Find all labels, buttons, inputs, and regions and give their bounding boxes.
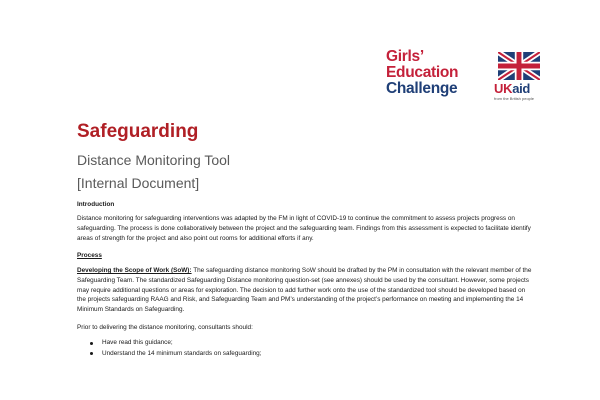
gec-logo-line-1: Girls’ <box>386 48 424 65</box>
gec-logo-line-2: Education <box>386 64 459 81</box>
document-type-label: [Internal Document] <box>77 175 200 191</box>
list-item <box>90 338 530 349</box>
ukaid-logo <box>494 52 556 101</box>
gec-logo-line-3: Challenge <box>386 80 458 97</box>
list-item <box>90 349 530 360</box>
process-heading: Process <box>77 252 102 259</box>
list-item-text: Have read this guidance; <box>102 339 173 346</box>
ukaid-aid-text: aid <box>512 81 531 96</box>
prerequisite-list <box>90 338 530 359</box>
girls-education-challenge-logo <box>386 49 472 97</box>
scope-of-work-text: The safeguarding distance monitoring SoW should be drafted by the PM in consultation with the relevant member of the Safeguarding Team. The standardized Safeguarding Distance monitoring question-set (see annexes) should be used by the consultant. However, some projects may require additional questions or areas for exploration. The decision to add further work onto the use of the standardized tool should be developed based on the projects safeguarding RAAG and Risk, and Safeguarding Team and PM’s understanding of the project’s performance on meeting and implementing the 14 Minimum Standards on Safeguarding. <box>77 267 532 314</box>
union-jack-icon <box>498 52 540 80</box>
document-title: Safeguarding <box>77 121 199 142</box>
list-item-text: Understand the 14 minimum standards on safeguarding; <box>102 349 262 357</box>
introduction-heading: Introduction <box>77 201 115 208</box>
ukaid-tagline: from the British people <box>494 96 535 101</box>
ukaid-wordmark <box>494 82 556 95</box>
scope-of-work-paragraph <box>77 266 535 315</box>
prior-to-delivery-paragraph: Prior to delivering the distance monitoring, consultants should: <box>77 324 253 331</box>
bullet-icon <box>90 352 93 355</box>
document-subtitle: Distance Monitoring Tool <box>77 152 231 168</box>
ukaid-uk-text: UK <box>494 81 513 96</box>
bullet-icon <box>90 342 93 345</box>
scope-of-work-lead: Developing the Scope of Work (SoW): <box>77 267 192 274</box>
introduction-paragraph: Distance monitoring for safeguarding interventions was adapted by the FM in light of COVID-19 to continue the commitment to assess projects progress on safeguarding. The process is done collaboratively between the project and the safeguarding team. Findings from this assessment is expected to facilitate identify areas of strength for the project and also point out rooms for additional efforts if any. <box>77 215 531 242</box>
